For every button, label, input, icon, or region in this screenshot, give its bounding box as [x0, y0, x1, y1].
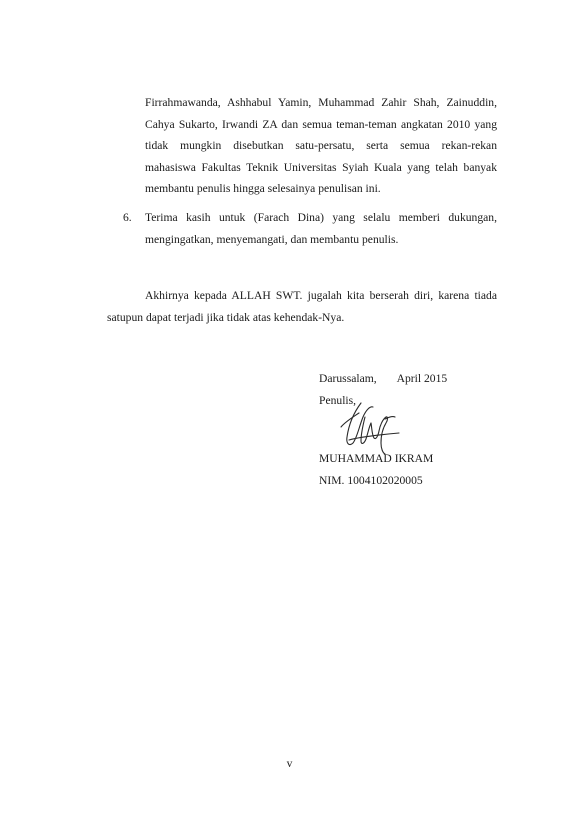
signer-nim: NIM. 1004102020005 — [319, 473, 423, 487]
list-item-continuation — [145, 92, 497, 200]
text-line: membantu penulis hingga selesainya penulisan ini. — [145, 182, 381, 196]
text-line: satupun dapat terjadi jika tidak atas kehendak-Nya. — [107, 310, 345, 324]
closing-paragraph — [107, 285, 497, 328]
place-date-line — [319, 368, 519, 390]
page-number: v — [286, 757, 293, 770]
text-line: Cahya Sukarto, Irwandi ZA dan semua teman-teman angkatan 2010 yang — [145, 117, 497, 131]
text-line: mahasiswa Fakultas Teknik Universitas Syiah Kuala yang telah banyak — [145, 160, 497, 174]
text-line: mengingatkan, menyemangati, dan membantu penulis. — [145, 232, 399, 246]
text-line: Akhirnya kepada ALLAH SWT. jugalah kita berserah diri, karena tiada — [145, 289, 497, 302]
list-item-text — [145, 207, 497, 250]
place: Darussalam, — [319, 372, 377, 385]
text-line: tidak mungkin disebutkan satu-persatu, serta semua rekan-rekan — [145, 139, 497, 153]
text-line: Firrahmawanda, Ashhabul Yamin, Muhammad Zahir Shah, Zainuddin, — [145, 96, 497, 109]
list-item-number: 6. — [123, 211, 132, 224]
text-line: Terima kasih untuk (Farach Dina) yang selalu memberi dukungan, — [145, 211, 497, 224]
signer-name: MUHAMMAD IKRAM — [319, 452, 434, 465]
list-item-6 — [123, 207, 497, 250]
date: April 2015 — [396, 372, 448, 385]
signer-details — [319, 448, 433, 491]
handwritten-signature — [339, 397, 401, 455]
role-label: Penulis, — [319, 393, 357, 407]
